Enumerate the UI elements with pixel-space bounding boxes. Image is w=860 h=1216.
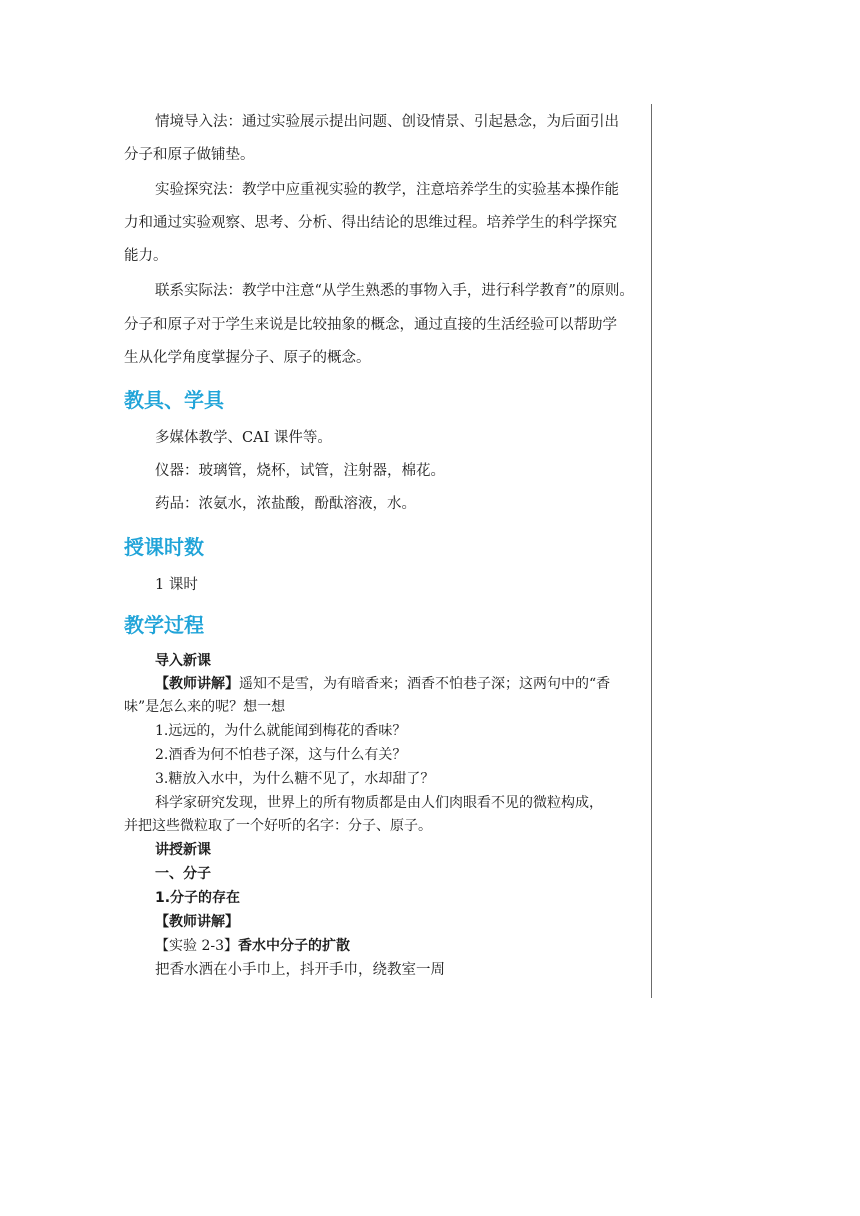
intro-p1-line1: 情境导入法：通过实验展示提出问题、创设情景、引起悬念，为后面引出 [155, 114, 619, 130]
intro-p2-line1: 实验探究法：教学中应重视实验的教学，注意培养学生的实验基本操作能 [155, 182, 619, 198]
margin-rule [651, 104, 652, 998]
hours-heading: 授课时数 [124, 535, 204, 559]
intro-p3-line3: 生从化学角度掌握分子、原子的概念。 [124, 350, 371, 366]
experiment-tag: 【实验 2-3】 [155, 938, 238, 954]
process-heading: 教学过程 [124, 613, 204, 637]
question-3: 3.糖放入水中，为什么糖不见了，水却甜了？ [155, 771, 435, 787]
intro-p3-line2: 分子和原子对于学生来说是比较抽象的概念，通过直接的生活经验可以帮助学 [124, 317, 617, 333]
teacher-tag-2: 【教师讲解】 [155, 914, 239, 930]
teacher-line1 [155, 674, 610, 694]
teacher-text-line1: 遥知不是雪，为有暗香来；酒香不怕巷子深；这两句中的“香 [239, 676, 611, 692]
science-line2: 并把这些微粒取了一个好听的名字：分子、原子。 [124, 818, 432, 834]
section-molecule-existence: 1.分子的存在 [155, 890, 241, 906]
question-2: 2.酒香为何不怕巷子深，这与什么有关？ [155, 747, 407, 763]
tools-line1: 多媒体教学、CAI 课件等。 [155, 430, 332, 446]
science-line1: 科学家研究发现，世界上的所有物质都是由人们肉眼看不见的微粒构成， [155, 795, 603, 811]
teach-new-label: 讲授新课 [155, 842, 211, 858]
experiment-text: 把香水洒在小手巾上，抖开手巾，绕教室一周 [155, 962, 445, 978]
question-1: 1.远远的，为什么就能闻到梅花的香味？ [155, 723, 407, 739]
tools-line2: 仪器：玻璃管，烧杯，试管，注射器，棉花。 [155, 463, 445, 479]
experiment-line [155, 936, 350, 956]
section-molecule: 一、分子 [155, 866, 211, 882]
intro-p3-line1: 联系实际法：教学中注意“从学生熟悉的事物入手，进行科学教育”的原则。 [155, 283, 634, 299]
intro-p1-line2: 分子和原子做铺垫。 [124, 147, 255, 163]
intro-p2-line2: 力和通过实验观察、思考、分析、得出结论的思维过程。培养学生的科学探究 [124, 215, 617, 231]
intro-p2-line3: 能力。 [124, 248, 168, 264]
teacher-tag: 【教师讲解】 [155, 676, 239, 692]
intro-new-label: 导入新课 [155, 653, 211, 669]
teacher-text-line2: 味”是怎么来的呢？想一想 [124, 699, 286, 715]
hours-text: 1 课时 [155, 577, 198, 593]
tools-heading: 教具、学具 [124, 388, 224, 412]
tools-line3: 药品：浓氨水，浓盐酸，酚酞溶液，水。 [155, 496, 416, 512]
experiment-title: 香水中分子的扩散 [238, 938, 350, 954]
